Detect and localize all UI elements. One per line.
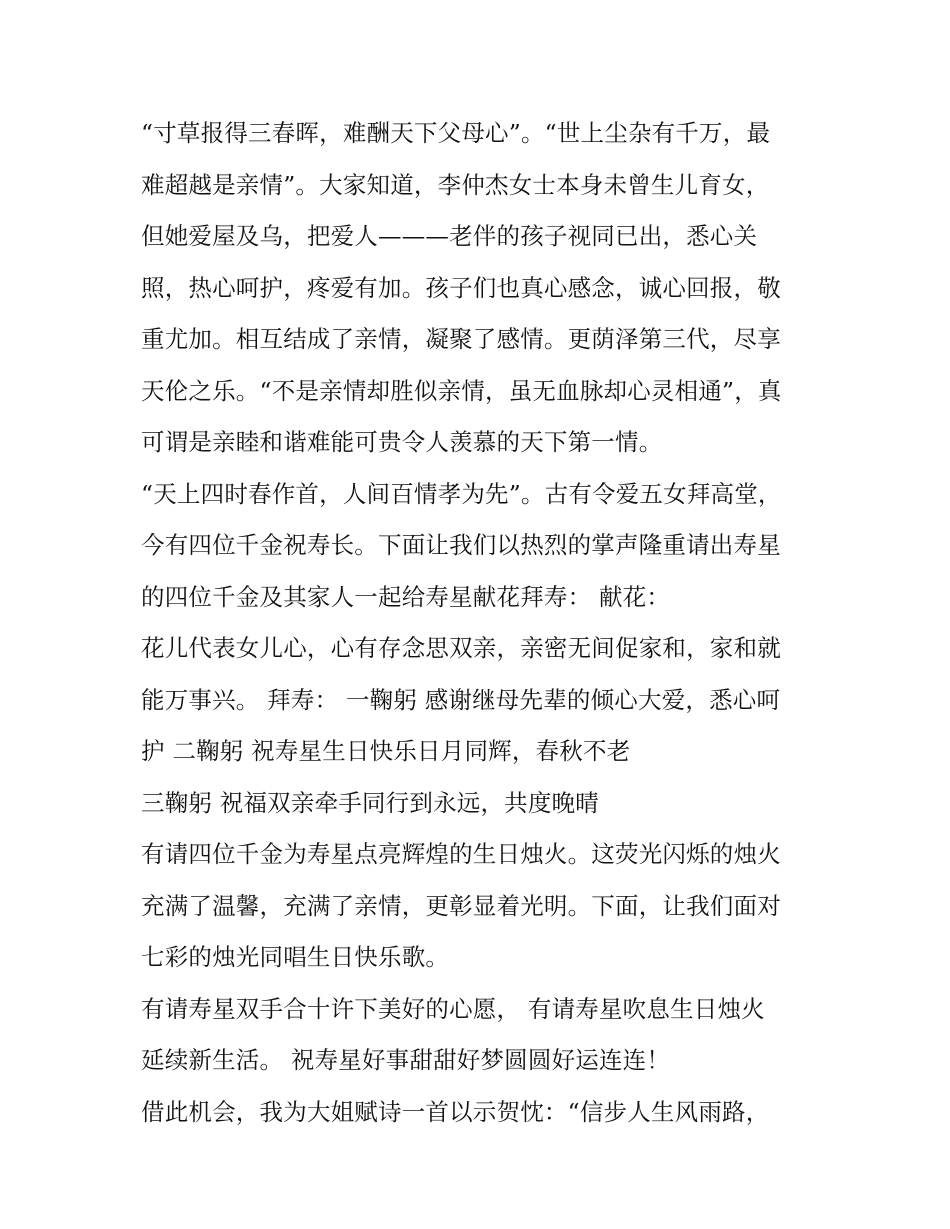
text-line: 有请四位千金为寿星点亮辉煌的生日烛火。这荧光闪烁的烛火 [141, 840, 781, 868]
text-line: 三鞠躬 祝福双亲牵手同行到永远，共度晚晴 [141, 788, 599, 817]
text-line: 借此机会，我为大姐赋诗一首以示贺忱：“信步人生风雨路， [141, 1097, 770, 1126]
text-line: 护 二鞠躬 祝寿星生日快乐日月同辉，春秋不老 [141, 737, 631, 765]
text-line: 重尤加。相互结成了亲情，凝聚了感情。更荫泽第三代，尽享 [141, 325, 781, 353]
text-line: 今有四位千金祝寿长。下面让我们以热烈的掌声隆重请出寿星 [141, 531, 781, 559]
text-line: 能万事兴。 拜寿： 一鞠躬 感谢继母先辈的倾心大爱，悉心呵 [141, 685, 781, 714]
text-line: 难超越是亲情”。大家知道，李仲杰女士本身未曾生儿育女， [141, 170, 770, 199]
text-line: “天上四时春作首，人间百情孝为先”。古有令爱五女拜高堂， [141, 479, 782, 508]
text-line: 花儿代表女儿心，心有存念思双亲，亲密无间促家和，家和就 [141, 634, 781, 662]
document-body [141, 108, 821, 1138]
text-line: 充满了温馨，充满了亲情，更彰显着光明。下面，让我们面对 [141, 891, 781, 920]
text-line: 七彩的烛光同唱生日快乐歌。 [141, 943, 450, 971]
text-line: 延续新生活。 祝寿星好事甜甜好梦圆圆好运连连！ [141, 1046, 671, 1074]
text-line: 有请寿星双手合十许下美好的心愿， 有请寿星吹息生日烛火 [141, 994, 765, 1023]
text-line: 的四位千金及其家人一起给寿星献花拜寿： 献花： [141, 582, 671, 611]
text-line: 天伦之乐。“不是亲情却胜似亲情，虽无血脉却心灵相通”，真 [141, 376, 782, 405]
text-line: 可谓是亲睦和谐难能可贵令人羡慕的天下第一情。 [141, 428, 663, 456]
text-line: 照，热心呵护，疼爱有加。孩子们也真心感念，诚心回报，敬 [141, 273, 781, 302]
text-line: 但她爱屋及乌，把爱人———老伴的孩子视同已出，悉心关 [141, 222, 758, 250]
text-line: “寸草报得三春晖，难酬天下父母心”。“世上尘杂有千万，最 [141, 119, 771, 147]
